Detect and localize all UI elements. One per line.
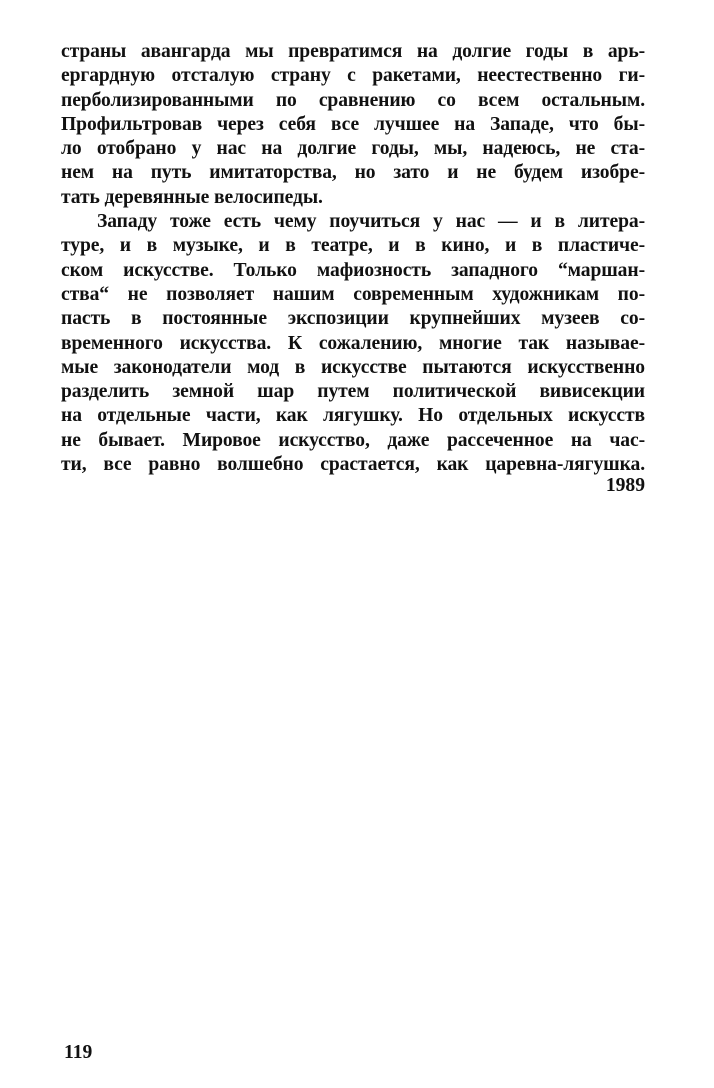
text-line: пасть в постоянные экспозиции крупнейших музеев со- [61, 308, 645, 330]
text-line: ском искусстве. Только мафиозность западного “маршан- [61, 259, 645, 281]
paragraph-2 [61, 210, 645, 477]
text-line: Профильтровав через себя все лучшее на Западе, что бы- [61, 113, 645, 135]
text-line: мые законодатели мод в искусстве пытаются искусственно [61, 356, 645, 378]
text-line: на отдельные части, как лягушку. Но отдельных искусств [61, 405, 645, 427]
text-line: перболизированными по сравнению со всем остальным. [61, 89, 645, 111]
text-line: ти, все равно волшебно срастается, как царевна-лягушка. [61, 454, 645, 476]
paragraph-1 [61, 40, 645, 210]
text-line: ства“ не позволяет нашим современным художникам по- [61, 283, 645, 305]
text-line: нем на путь имитаторства, но зато и не будем изобре- [61, 162, 645, 184]
text-line: ергардную отсталую страну с ракетами, неестественно ги- [61, 65, 645, 87]
text-line: туре, и в музыке, и в театре, и в кино, и в пластиче- [61, 235, 645, 257]
page-number: 119 [64, 1042, 93, 1063]
essay-date: 1989 [605, 475, 645, 496]
body-text [61, 40, 645, 477]
text-line: Западу тоже есть чему поучиться у нас — и в литера- [97, 211, 645, 233]
text-line: временного искусства. К сожалению, многие так называе- [61, 332, 645, 354]
text-line: тать деревянные велосипеды. [61, 186, 323, 208]
text-line: ло отобрано у нас на долгие годы, мы, надеюсь, не ста- [61, 138, 645, 160]
text-line: страны авангарда мы превратимся на долгие годы в арь- [61, 41, 645, 62]
text-line: разделить земной шар путем политической вивисекции [61, 381, 645, 403]
text-line: не бывает. Мировое искусство, даже рассеченное на час- [61, 429, 645, 451]
